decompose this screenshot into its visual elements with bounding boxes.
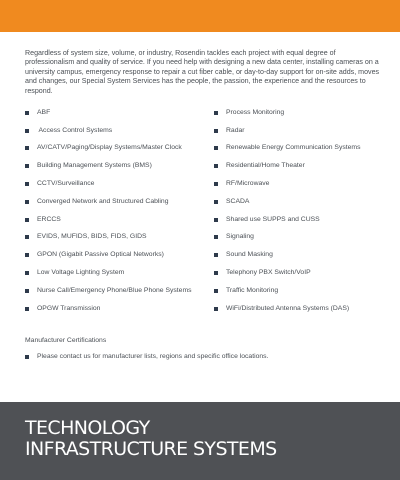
section-title-line-1: TECHNOLOGY — [25, 417, 150, 439]
service-label: Telephony PBX Switch/VoIP — [226, 269, 311, 277]
square-bullet-icon — [214, 271, 218, 275]
square-bullet-icon — [25, 146, 29, 150]
list-item — [214, 300, 394, 318]
list-item — [25, 229, 210, 247]
square-bullet-icon — [25, 200, 29, 204]
service-label: Access Control Systems — [37, 126, 113, 134]
square-bullet-icon — [25, 235, 29, 239]
list-item — [214, 175, 394, 193]
list-item — [25, 175, 210, 193]
list-item — [214, 246, 394, 264]
square-bullet-icon — [25, 271, 29, 275]
list-item — [25, 157, 210, 175]
service-label: ERCCS — [37, 215, 61, 223]
service-label: SCADA — [226, 197, 250, 205]
footer-band — [0, 402, 400, 480]
list-item — [25, 122, 210, 140]
list-item — [214, 282, 394, 300]
list-item — [214, 193, 394, 211]
square-bullet-icon — [214, 111, 218, 115]
square-bullet-icon — [25, 355, 29, 359]
list-item — [25, 140, 210, 158]
square-bullet-icon — [25, 182, 29, 186]
square-bullet-icon — [25, 129, 29, 133]
square-bullet-icon — [25, 253, 29, 257]
list-item — [25, 211, 210, 229]
square-bullet-icon — [214, 253, 218, 257]
service-label: Radar — [226, 126, 245, 134]
square-bullet-icon — [25, 289, 29, 293]
service-label: Residential/Home Theater — [226, 162, 305, 170]
list-item — [214, 264, 394, 282]
square-bullet-icon — [25, 218, 29, 222]
service-label: OPGW Transmission — [37, 304, 101, 312]
service-label: Renewable Energy Communication Systems — [226, 144, 361, 152]
certifications-note-text: Please contact us for manufacturer lists, regions and specific office locations. — [37, 353, 269, 360]
service-label: EVIDS, MUFIDS, BIDS, FIDS, GIDS — [37, 233, 147, 241]
service-label: GPON (Gigabit Passive Optical Networks) — [37, 251, 164, 259]
certifications-heading: Manufacturer Certifications — [25, 337, 107, 344]
service-label: WiFi/Distributed Antenna Systems (DAS) — [226, 304, 350, 312]
list-item — [214, 104, 394, 122]
service-label: RF/Microwave — [226, 180, 270, 188]
service-label: Process Monitoring — [226, 108, 285, 116]
list-item — [25, 264, 210, 282]
square-bullet-icon — [214, 307, 218, 311]
services-list-left — [25, 104, 210, 318]
service-label: ABF — [37, 108, 51, 116]
list-item — [214, 229, 394, 247]
list-item — [214, 211, 394, 229]
section-title — [25, 418, 277, 460]
service-label: Sound Masking — [226, 251, 273, 259]
list-item — [214, 122, 394, 140]
list-item — [25, 104, 210, 122]
list-item — [25, 193, 210, 211]
service-label: Traffic Monitoring — [226, 286, 279, 294]
square-bullet-icon — [214, 164, 218, 168]
service-label: Converged Network and Structured Cabling — [37, 197, 169, 205]
service-label: Nurse Call/Emergency Phone/Blue Phone Systems — [37, 286, 192, 294]
square-bullet-icon — [25, 164, 29, 168]
list-item — [214, 157, 394, 175]
square-bullet-icon — [214, 218, 218, 222]
intro-paragraph: Regardless of system size, volume, or industry, Rosendin tackles each project with equal degree of professionalism and quality of service. If you need help with designing a new data center, installing cameras on a university campus, emergency response to repair a cut fiber cable, or day-to-day support for on-site adds, moves and changes, our Special System Services has the people, the passion, the experience and the resources to respond. — [25, 49, 380, 95]
service-label: Low Voltage Lighting System — [37, 269, 125, 277]
list-item — [214, 140, 394, 158]
service-label: Building Management Systems (BMS) — [37, 162, 152, 170]
square-bullet-icon — [214, 129, 218, 133]
service-label: AV/CATV/Paging/Display Systems/Master Clock — [37, 144, 182, 152]
list-item — [25, 282, 210, 300]
services-list-right — [214, 104, 394, 318]
square-bullet-icon — [214, 289, 218, 293]
list-item — [25, 300, 210, 318]
square-bullet-icon — [214, 182, 218, 186]
service-label: Shared use SUPPS and CUSS — [226, 215, 320, 223]
square-bullet-icon — [25, 307, 29, 311]
square-bullet-icon — [214, 146, 218, 150]
top-accent-band — [0, 0, 400, 32]
list-item — [25, 246, 210, 264]
section-title-line-2: INFRASTRUCTURE SYSTEMS — [25, 438, 277, 460]
service-label: CCTV/Surveillance — [37, 180, 95, 188]
square-bullet-icon — [214, 235, 218, 239]
certifications-note — [25, 353, 268, 360]
service-label: Signaling — [226, 233, 254, 241]
square-bullet-icon — [214, 200, 218, 204]
square-bullet-icon — [25, 111, 29, 115]
